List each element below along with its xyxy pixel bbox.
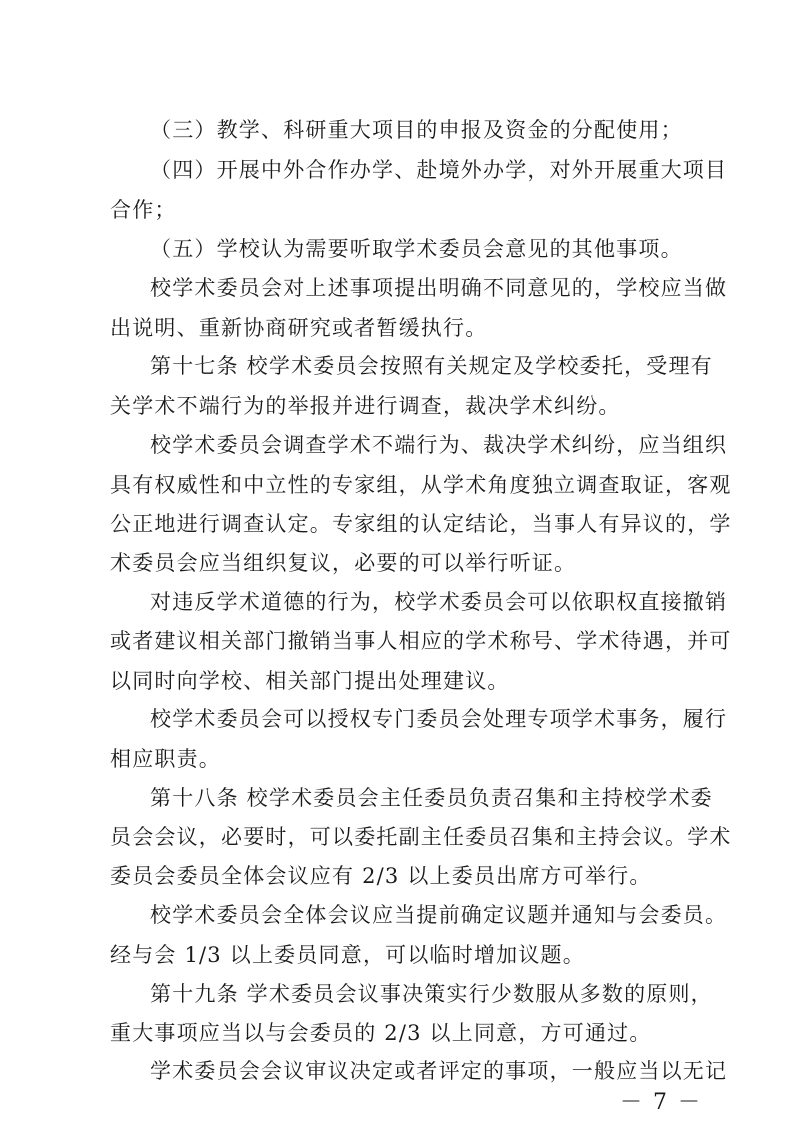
text-line: 校学术委员会对上述事项提出明确不同意见的，学校应当做 (150, 276, 728, 300)
text-line: 术委员会应当组织复议，必要的可以举行听证。 (110, 551, 577, 575)
page-number: － 7 － (620, 1090, 702, 1115)
text-line: （三）教学、科研重大项目的申报及资金的分配使用； (150, 118, 683, 142)
text-line: 相应职责。 (110, 747, 221, 771)
text-line: 重大事项应当以与会委员的 2/3 以上同意，方可通过。 (110, 1021, 652, 1045)
text-line: （五）学校认为需要听取学术委员会意见的其他事项。 (150, 237, 683, 261)
text-line: 经与会 1/3 以上委员同意，可以临时增加议题。 (110, 943, 585, 967)
text-line: （四）开展中外合作办学、赴境外办学，对外开展重大项目 (150, 158, 728, 182)
text-line: 校学术委员会全体会议应当提前确定议题并通知与会委员。 (150, 903, 728, 927)
text-line: 第十七条 校学术委员会按照有关规定及学校委托，受理有 (150, 354, 713, 378)
text-line: 校学术委员会调查学术不端行为、裁决学术纠纷，应当组织 (150, 433, 728, 457)
text-line: 第十九条 学术委员会议事决策实行少数服从多数的原则， (150, 982, 713, 1006)
text-line: 委员会委员全体会议应有 2/3 以上委员出席方可举行。 (110, 864, 652, 888)
text-line: 合作； (110, 198, 177, 222)
text-line: 出说明、重新协商研究或者暂缓执行。 (110, 316, 488, 340)
text-line: 员会会议，必要时，可以委托副主任委员召集和主持会议。学术 (110, 825, 732, 849)
text-line: 公正地进行调查认定。专家组的认定结论，当事人有异议的，学 (110, 512, 732, 536)
text-line: 学术委员会会议审议决定或者评定的事项，一般应当以无记 (150, 1059, 728, 1083)
text-line: 第十八条 校学术委员会主任委员负责召集和主持校学术委 (150, 786, 713, 810)
text-line: 具有权威性和中立性的专家组，从学术角度独立调查取证，客观 (110, 473, 732, 497)
text-line: 关学术不端行为的举报并进行调查，裁决学术纠纷。 (110, 394, 621, 418)
text-line: 校学术委员会可以授权专门委员会处理专项学术事务，履行 (150, 707, 728, 731)
text-line: 或者建议相关部门撤销当事人相应的学术称号、学术待遇，并可 (110, 629, 732, 653)
text-line: 对违反学术道德的行为，校学术委员会可以依职权直接撤销 (150, 590, 728, 614)
text-line: 以同时向学校、相关部门提出处理建议。 (110, 669, 510, 693)
